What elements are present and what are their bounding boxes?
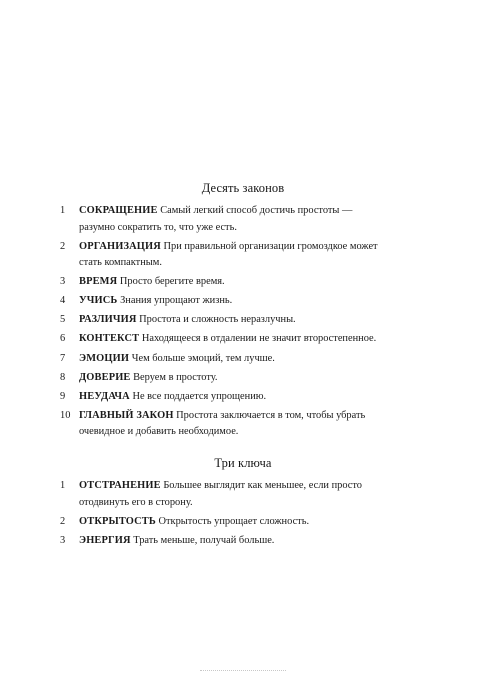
item-description: Просто берегите время. <box>119 276 225 288</box>
item-keyword: НЕУДАЧА <box>79 390 130 402</box>
law-item <box>0 203 486 236</box>
item-number: 4 <box>60 295 66 307</box>
page-bottom-divider <box>200 670 286 674</box>
item-description: Простота и сложность неразлучны. <box>139 314 296 326</box>
item-description: Простота заключается в том, чтобы убрать очевидное и добавить необходимое. <box>79 409 366 438</box>
key-item <box>0 478 486 511</box>
item-text <box>79 274 379 291</box>
section-title-ten-laws: Десять законов <box>201 181 285 196</box>
item-description: Чем больше эмоций, тем лучше. <box>131 352 275 364</box>
item-description: Веруем в простоту. <box>133 371 218 383</box>
item-number: 2 <box>60 515 66 527</box>
item-keyword: УЧИСЬ <box>79 295 118 307</box>
item-keyword: РАЗЛИЧИЯ <box>79 314 137 326</box>
item-description: Находящееся в отдалении не значит второстепенное. <box>141 333 377 345</box>
item-keyword: ОРГАНИЗАЦИЯ <box>79 240 161 252</box>
item-number: 3 <box>60 534 66 546</box>
item-text <box>79 239 379 272</box>
item-text <box>79 408 379 441</box>
law-item <box>0 312 486 329</box>
item-description: Самый легкий способ достичь простоты — разумно сократить то, что уже есть. <box>79 205 353 233</box>
law-item <box>0 389 486 406</box>
item-description: Открытость упрощает сложность. <box>158 515 310 527</box>
item-text <box>79 331 379 348</box>
item-keyword: ЭМОЦИИ <box>79 352 130 364</box>
law-item <box>0 351 486 368</box>
item-text <box>79 514 379 531</box>
law-item <box>0 239 486 272</box>
item-keyword: ДОВЕРИЕ <box>79 371 131 383</box>
item-keyword: ОТКРЫТОСТЬ <box>79 515 156 527</box>
item-number: 8 <box>60 371 66 383</box>
item-text <box>79 293 379 310</box>
law-item <box>0 331 486 348</box>
item-text <box>79 312 379 329</box>
item-keyword: СОКРАЩЕНИЕ <box>79 205 158 216</box>
item-keyword: КОНТЕКСТ <box>79 333 140 345</box>
item-keyword: ОТСТРАНЕНИЕ <box>79 480 161 491</box>
item-number: 7 <box>60 352 66 364</box>
ten-laws-list <box>0 203 486 443</box>
section-title-three-keys: Три ключа <box>214 456 272 471</box>
item-description: Большее выглядит как меньшее, если просто отодвинуть его в сторону. <box>79 480 362 508</box>
item-text <box>79 370 379 387</box>
item-number: 1 <box>60 205 66 216</box>
item-number: 6 <box>60 333 66 345</box>
law-item <box>0 408 486 441</box>
item-description: Не все поддается упрощению. <box>132 390 267 402</box>
item-number: 5 <box>60 314 66 326</box>
key-item <box>0 533 486 550</box>
item-keyword: ГЛАВНЫЙ ЗАКОН <box>79 409 174 421</box>
item-description: При правильной организации громоздкое может стать компактным. <box>79 240 378 269</box>
item-keyword: ЭНЕРГИЯ <box>79 534 131 546</box>
item-text <box>79 478 379 511</box>
item-text <box>79 203 379 236</box>
item-text <box>79 533 379 550</box>
item-number: 3 <box>60 276 66 288</box>
law-item <box>0 293 486 310</box>
item-number: 9 <box>60 390 66 402</box>
item-text <box>79 389 379 406</box>
law-item <box>0 370 486 387</box>
item-description: Трать меньше, получай больше. <box>133 534 275 546</box>
item-number: 2 <box>60 240 66 252</box>
item-number: 10 <box>60 409 71 421</box>
law-item <box>0 274 486 291</box>
item-keyword: ВРЕМЯ <box>79 276 118 288</box>
item-description: Знания упрощают жизнь. <box>120 295 233 307</box>
item-number: 1 <box>60 480 66 491</box>
three-keys-list <box>0 478 486 552</box>
key-item <box>0 514 486 531</box>
item-text <box>79 351 379 368</box>
